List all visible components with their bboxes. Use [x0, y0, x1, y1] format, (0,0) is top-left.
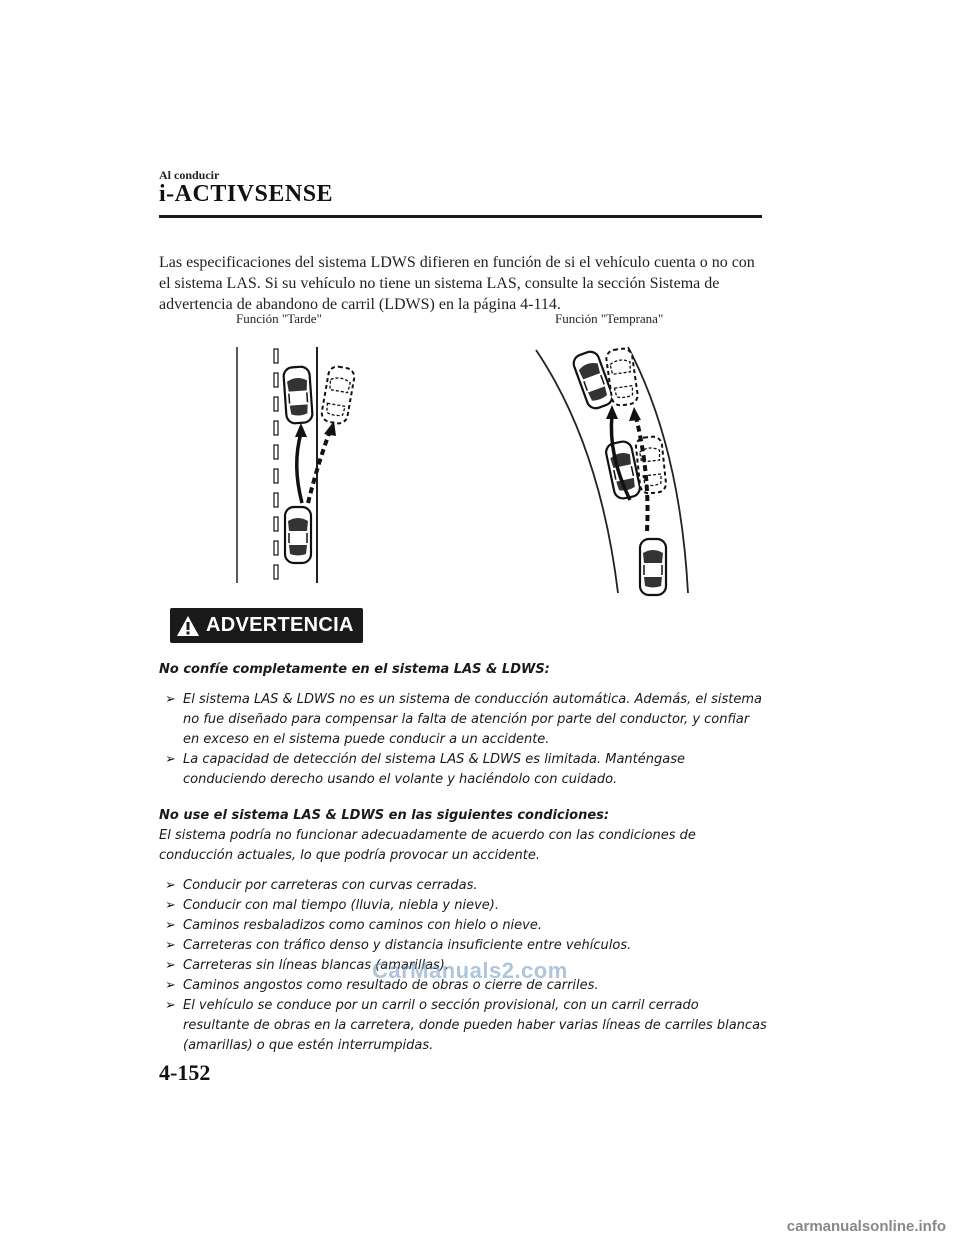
- title-divider: [159, 215, 762, 218]
- warning-heading-2: No use el sistema LAS & LDWS en las siguientes condiciones:: [159, 808, 610, 823]
- list-item: ➢ Carreteras sin líneas blancas (amarillas).: [159, 956, 769, 976]
- warning-body: [159, 660, 769, 1056]
- intro-paragraph: Las especificaciones del sistema LDWS difieren en función de si el vehículo cuenta o no con el sistema LAS. Si su vehículo no tiene un sistema LAS, consulte la sección Sistema de advertencia de abandono de carril (LDWS) en la página 4-114.: [159, 254, 755, 313]
- bullet-arrow-icon: ➢: [165, 692, 176, 707]
- bullet-arrow-icon: ➢: [165, 878, 176, 893]
- page-number: 4-152: [159, 1060, 211, 1085]
- warning-heading-1: No confíe completamente en el sistema LAS & LDWS:: [159, 662, 550, 677]
- list-item: ➢ El sistema LAS & LDWS no es un sistema de conducción automática. Además, el sistema no fue diseñado para compensar la falta de atención por parte del conductor, y confiar en exceso en el sistema puede conducir a un accidente.: [165, 692, 762, 747]
- early-function-diagram: [536, 347, 688, 595]
- warning-paragraph-2: El sistema podría no funcionar adecuadamente de acuerdo con las condiciones de conducción actuales, lo que podría provocar un accidente.: [159, 828, 696, 863]
- list-item: ➢ Caminos angostos como resultado de obras o cierre de carriles.: [159, 976, 769, 996]
- bullet-arrow-icon: ➢: [165, 958, 176, 973]
- late-function-diagram: [237, 347, 356, 583]
- figure-label-late: Función "Tarde": [236, 311, 322, 326]
- watermark: CarManuals2.com: [372, 958, 568, 983]
- list-item: ➢ La capacidad de detección del sistema LAS & LDWS es limitada. Manténgase conduciendo derecho usando el volante y haciéndolo con cuidado.: [165, 752, 685, 787]
- list-item: ➢ Carreteras con tráfico denso y distancia insuficiente entre vehículos.: [159, 936, 769, 956]
- footer-site-link[interactable]: carmanualsonline.info: [786, 1218, 946, 1235]
- list-item: ➢ Caminos resbaladizos como caminos con hielo o nieve.: [159, 916, 769, 936]
- section-label: Al conducir: [159, 168, 220, 182]
- bullet-arrow-icon: ➢: [165, 898, 176, 913]
- figure-label-early: Función "Temprana": [555, 311, 664, 326]
- warning-banner: [170, 608, 363, 643]
- bullet-arrow-icon: ➢: [165, 752, 176, 767]
- warning-triangle-icon: [176, 615, 200, 637]
- page-title: i-ACTIVSENSE: [159, 181, 334, 207]
- lane-departure-figure: [160, 335, 760, 597]
- warning-label: ADVERTENCIA: [206, 614, 354, 636]
- bullet-arrow-icon: ➢: [165, 998, 176, 1013]
- list-item: ➢ El vehículo se conduce por un carril o sección provisional, con un carril cerrado resultante de obras en la carretera, donde pueden haber varias líneas de carriles blancas (amarillas) o que estén interrumpidas.: [165, 998, 767, 1053]
- bullet-arrow-icon: ➢: [165, 918, 176, 933]
- bullet-arrow-icon: ➢: [165, 938, 176, 953]
- list-item: ➢ Conducir por carreteras con curvas cerradas.: [159, 876, 769, 896]
- list-item: ➢ Conducir con mal tiempo (lluvia, niebla y nieve).: [159, 896, 769, 916]
- bullet-arrow-icon: ➢: [165, 978, 176, 993]
- warning-list-1: [159, 690, 769, 790]
